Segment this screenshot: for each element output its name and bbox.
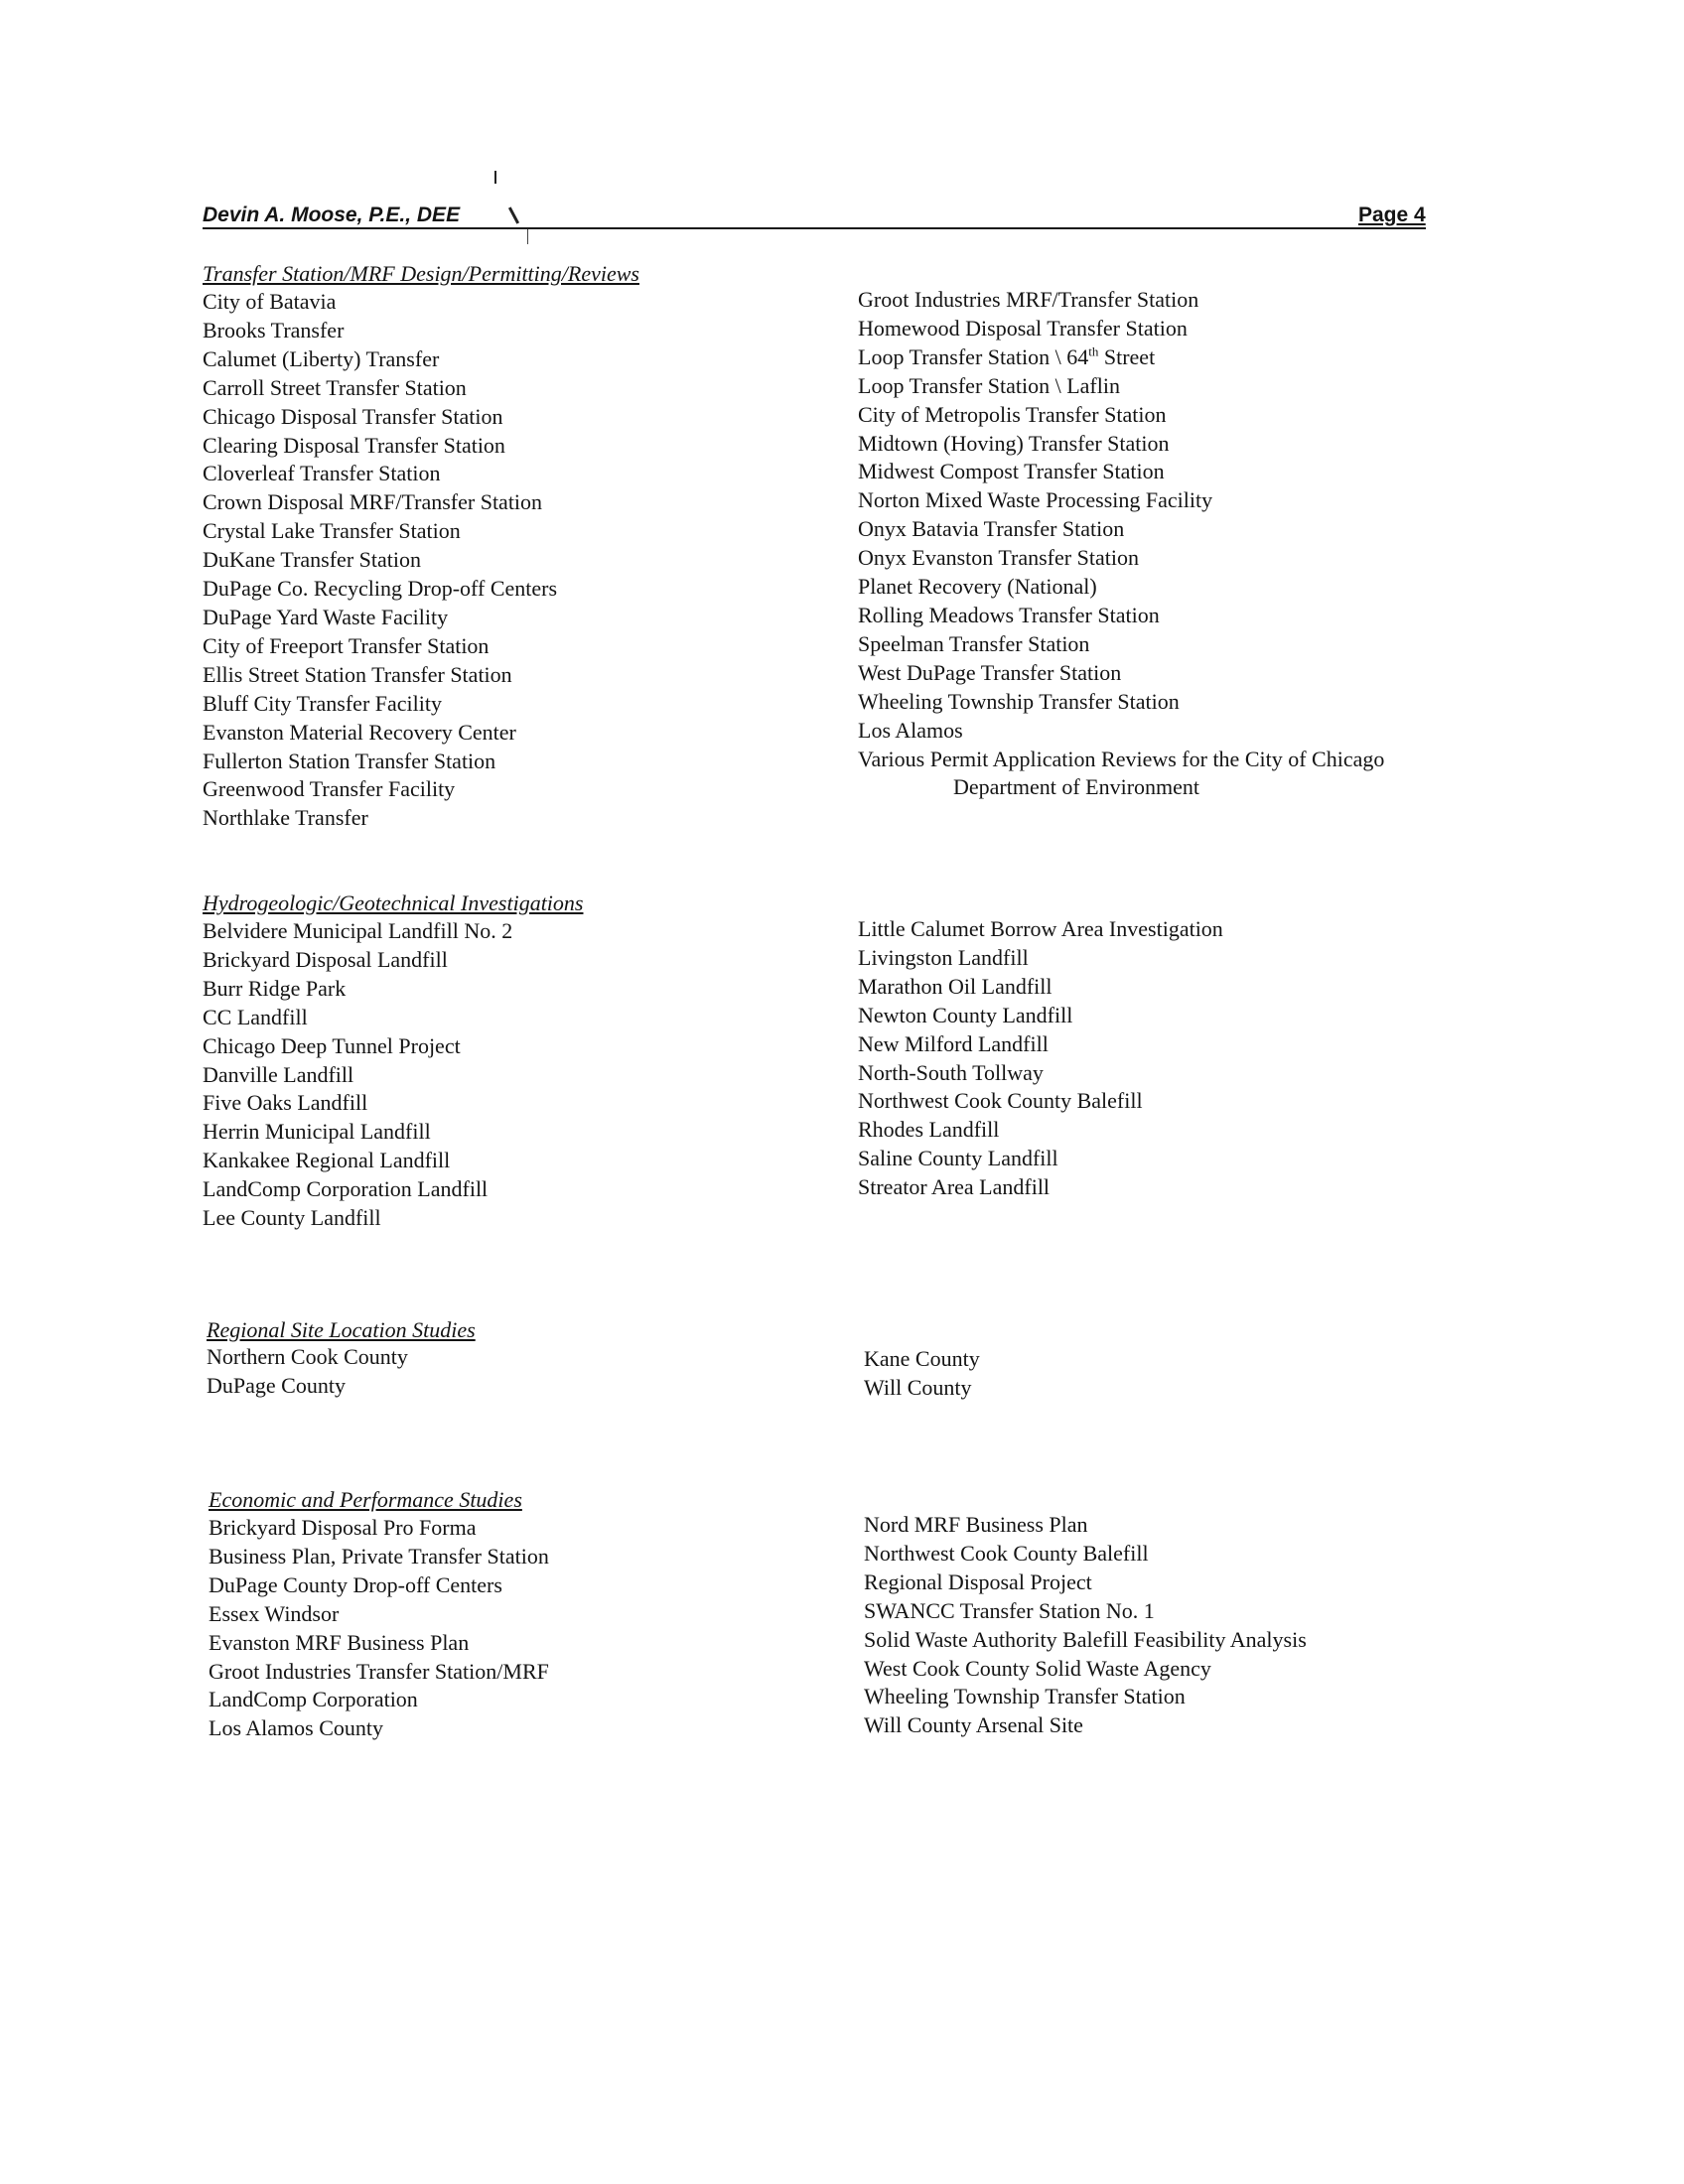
section-hydrogeologic-right-list (858, 915, 1223, 1202)
list-item: Marathon Oil Landfill (858, 973, 1052, 999)
list-item: Norton Mixed Waste Processing Facility (858, 487, 1213, 513)
list-item: Cloverleaf Transfer Station (203, 461, 441, 486)
list-item: Midtown (Hoving) Transfer Station (858, 430, 1170, 456)
list-item: Ellis Street Station Transfer Station (203, 661, 512, 687)
list-item: Saline County Landfill (858, 1146, 1058, 1171)
section-transfer-station-right-list (858, 286, 1384, 802)
list-item: Burr Ridge Park (203, 975, 347, 1001)
list-item: Belvidere Municipal Landfill No. 2 (203, 918, 513, 943)
list-item: Calumet (Liberty) Transfer (203, 345, 440, 371)
section-title-economic: Economic and Performance Studies (209, 1487, 522, 1512)
list-item: Clearing Disposal Transfer Station (203, 432, 505, 458)
list-item: Kankakee Regional Landfill (203, 1148, 451, 1173)
list-item: Loop Transfer Station \ 64th Street (858, 343, 1156, 369)
list-item: Streator Area Landfill (858, 1174, 1051, 1200)
list-item: Speelman Transfer Station (858, 630, 1090, 656)
section-transfer-station-left-list (203, 288, 557, 833)
section-title-transfer-station: Transfer Station/MRF Design/Permitting/Reviews (203, 261, 639, 286)
list-item: Regional Disposal Project (864, 1569, 1092, 1594)
scan-mark (508, 206, 519, 223)
list-item: Kane County (864, 1346, 980, 1371)
scan-mark (494, 171, 496, 184)
list-item: Carroll Street Transfer Station (203, 374, 467, 400)
section-regional-site-left-list (207, 1343, 408, 1401)
list-item: Nord MRF Business Plan (864, 1512, 1088, 1537)
list-item: Wheeling Township Transfer Station (858, 688, 1180, 714)
list-item: Homewood Disposal Transfer Station (858, 315, 1188, 341)
header-rule (203, 227, 1426, 229)
section-economic-left-list (209, 1514, 549, 1743)
list-item: Crown Disposal MRF/Transfer Station (203, 489, 543, 515)
section-hydrogeologic-left-list (203, 917, 512, 1233)
list-item: Will County (864, 1374, 972, 1400)
list-item: Brooks Transfer (203, 317, 345, 342)
section-economic-right-list (864, 1511, 1307, 1740)
list-item: North-South Tollway (858, 1059, 1044, 1085)
list-item: CC Landfill (203, 1004, 308, 1029)
list-item: Department of Environment (953, 774, 1200, 800)
list-item: DuPage County (207, 1372, 346, 1398)
list-item: Chicago Deep Tunnel Project (203, 1032, 461, 1058)
list-item: Northern Cook County (207, 1344, 408, 1369)
list-item: New Milford Landfill (858, 1030, 1049, 1056)
list-item: Planet Recovery (National) (858, 574, 1097, 600)
list-item: Fullerton Station Transfer Station (203, 748, 496, 773)
list-item: Rhodes Landfill (858, 1117, 1000, 1143)
list-item: Essex Windsor (209, 1600, 340, 1626)
list-item: Solid Waste Authority Balefill Feasibility Analysis (864, 1626, 1307, 1652)
list-item: Little Calumet Borrow Area Investigation (858, 916, 1223, 941)
list-item: Chicago Disposal Transfer Station (203, 403, 503, 429)
list-item: Crystal Lake Transfer Station (203, 518, 461, 544)
list-item: DuKane Transfer Station (203, 547, 421, 573)
list-item: Livingston Landfill (858, 944, 1029, 970)
list-item: Midwest Compost Transfer Station (858, 459, 1165, 484)
list-item: Northwest Cook County Balefill (858, 1088, 1143, 1114)
list-item: Rolling Meadows Transfer Station (858, 602, 1160, 627)
list-item: Loop Transfer Station \ Laflin (858, 372, 1120, 398)
list-item: Wheeling Township Transfer Station (864, 1684, 1186, 1709)
list-item: Brickyard Disposal Landfill (203, 946, 448, 972)
list-item: Bluff City Transfer Facility (203, 690, 442, 716)
list-item: Onyx Evanston Transfer Station (858, 545, 1139, 571)
list-item: City of Freeport Transfer Station (203, 632, 490, 658)
scan-mark (527, 227, 528, 244)
list-item: LandComp Corporation Landfill (203, 1176, 489, 1202)
list-item: DuPage County Drop-off Centers (209, 1571, 502, 1597)
section-regional-site-right-list (864, 1345, 980, 1403)
list-item: Business Plan, Private Transfer Station (209, 1543, 549, 1569)
list-item: Five Oaks Landfill (203, 1090, 368, 1116)
list-item: West DuPage Transfer Station (858, 659, 1122, 685)
section-title-regional-site: Regional Site Location Studies (207, 1317, 476, 1342)
list-item: Northlake Transfer (203, 805, 368, 831)
list-item: Lee County Landfill (203, 1205, 381, 1231)
list-item: Los Alamos County (209, 1715, 384, 1741)
list-item: SWANCC Transfer Station No. 1 (864, 1597, 1155, 1623)
list-item: DuPage Yard Waste Facility (203, 604, 449, 629)
list-item: Northwest Cook County Balefill (864, 1540, 1149, 1566)
list-item: Will County Arsenal Site (864, 1712, 1083, 1738)
header-page-number: Page 4 (1358, 204, 1426, 226)
list-item: Los Alamos (858, 717, 963, 743)
list-item: Various Permit Application Reviews for the City of Chicago (858, 746, 1385, 771)
list-item: Newton County Landfill (858, 1002, 1073, 1027)
section-title-hydrogeologic: Hydrogeologic/Geotechnical Investigations (203, 890, 584, 915)
list-item: Evanston Material Recovery Center (203, 719, 516, 745)
list-item: Danville Landfill (203, 1061, 354, 1087)
list-item: Groot Industries Transfer Station/MRF (209, 1658, 549, 1684)
list-item: West Cook County Solid Waste Agency (864, 1655, 1211, 1681)
list-item: Brickyard Disposal Pro Forma (209, 1515, 477, 1540)
list-item: DuPage Co. Recycling Drop-off Centers (203, 576, 558, 602)
header-author-name: Devin A. Moose, P.E., DEE (203, 204, 461, 226)
list-item: City of Metropolis Transfer Station (858, 401, 1167, 427)
list-item: LandComp Corporation (209, 1687, 418, 1712)
list-item: Greenwood Transfer Facility (203, 776, 456, 802)
list-item: Groot Industries MRF/Transfer Station (858, 287, 1199, 312)
list-item: Evanston MRF Business Plan (209, 1629, 470, 1655)
list-item: City of Batavia (203, 289, 337, 314)
list-item: Onyx Batavia Transfer Station (858, 516, 1125, 542)
list-item: Herrin Municipal Landfill (203, 1119, 431, 1145)
